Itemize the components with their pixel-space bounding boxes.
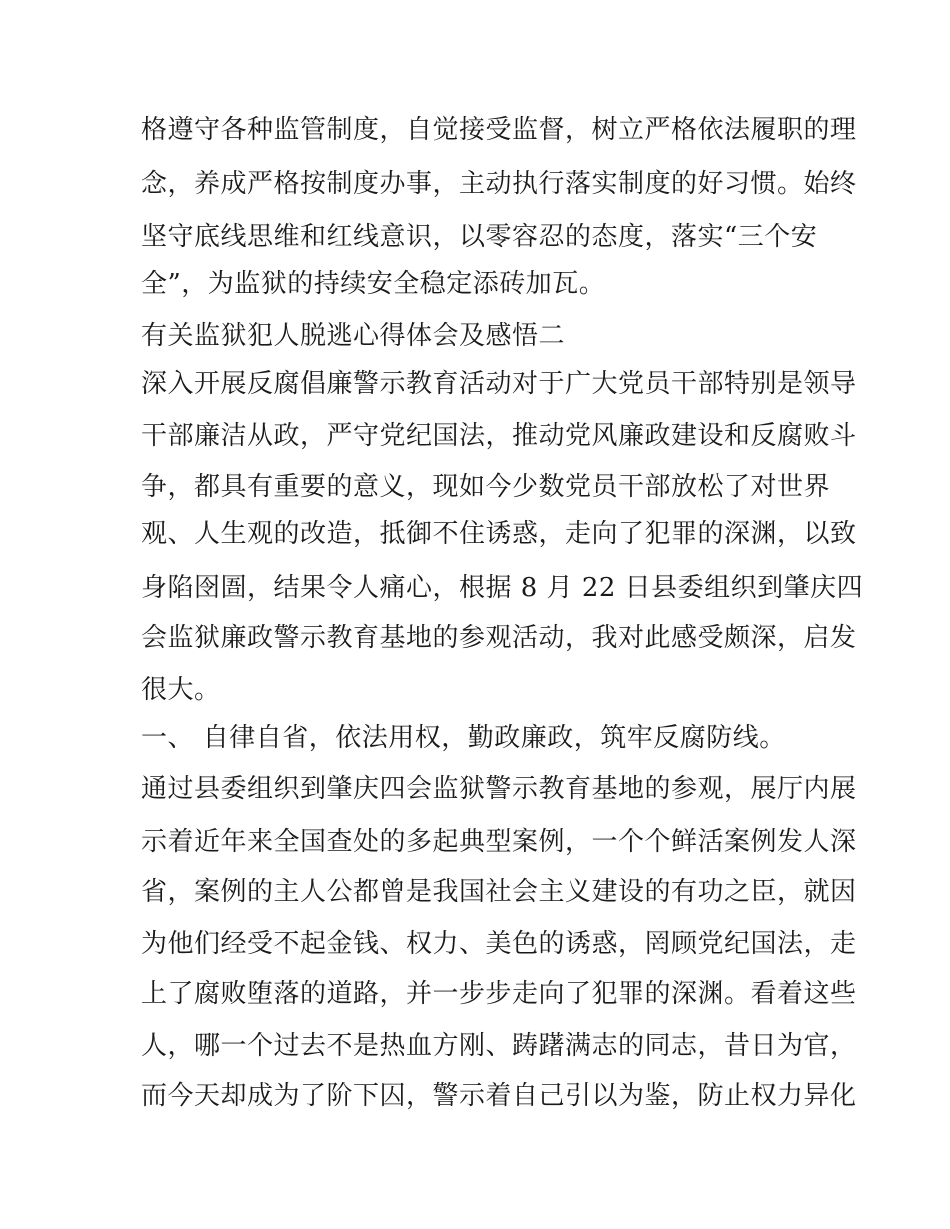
- text-line: 观、人生观的改造，抵御不住诱惑，走向了犯罪的深渊，以致: [141, 519, 857, 549]
- text-line: 深入开展反腐倡廉警示教育活动对于广大党员干部特别是领导: [141, 369, 857, 399]
- text-line: 争，都具有重要的意义，现如今少数党员干部放松了对世界: [141, 472, 831, 502]
- text-line: 干部廉洁从政，严守党纪国法，推动党风廉政建设和反腐败斗: [141, 421, 857, 451]
- section-heading: 有关监狱犯人脱逃心得体会及感悟二: [141, 321, 566, 351]
- text-line: 人，哪一个过去不是热血方刚、踌躇满志的同志，昔日为官，: [141, 1031, 857, 1061]
- text-line: 为他们经受不起金钱、权力、美色的诱惑，罔顾党纪国法，走: [141, 929, 857, 959]
- subsection-heading: 一、 自律自省，依法用权，勤政廉政，筑牢反腐防线。: [141, 723, 786, 753]
- text-line: 格遵守各种监管制度，自觉接受监督，树立严格依法履职的理: [141, 115, 857, 145]
- text-line: 而今天却成为了阶下囚，警示着自己引以为鉴，防止权力异化: [141, 1081, 857, 1111]
- text-line: 上了腐败堕落的道路，并一步步走向了犯罪的深渊。看着这些: [141, 979, 857, 1009]
- text-line: 很大。: [141, 675, 221, 705]
- text-line: 念，养成严格按制度办事，主动执行落实制度的好习惯。始终: [141, 169, 857, 199]
- text-line: 身陷囹圄，结果令人痛心，根据 8 月 22 日县委组织到肇庆四: [141, 573, 864, 603]
- text-line: 全”，为监狱的持续安全稳定添砖加瓦。: [141, 269, 606, 299]
- text-line: 通过县委组织到肇庆四会监狱警示教育基地的参观，展厅内展: [141, 774, 857, 804]
- text-line: 省，案例的主人公都曾是我国社会主义建设的有功之臣，就因: [141, 877, 857, 907]
- text-line: 坚守底线思维和红线意识，以零容忍的态度，落实“三个安: [141, 222, 818, 252]
- text-line: 会监狱廉政警示教育基地的参观活动，我对此感受颇深，启发: [141, 623, 857, 653]
- text-line: 示着近年来全国查处的多起典型案例，一个个鲜活案例发人深: [141, 827, 857, 857]
